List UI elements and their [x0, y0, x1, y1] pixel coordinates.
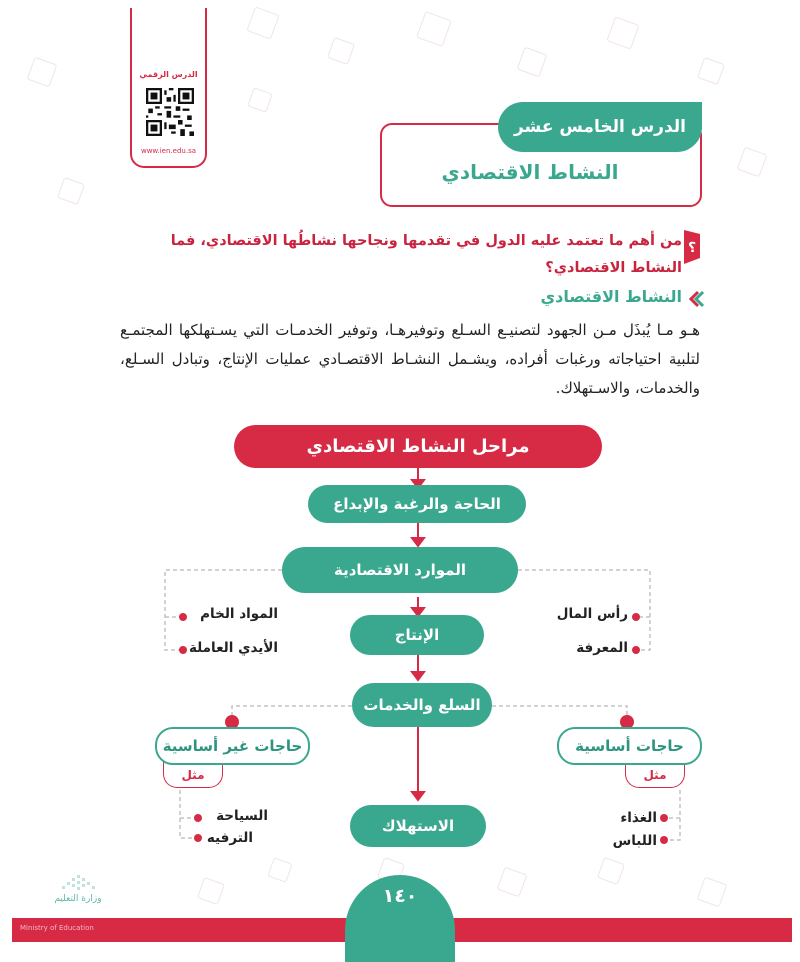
- example-entertainment: الترفيه: [206, 830, 253, 846]
- digital-lesson-url[interactable]: www.ien.edu.sa: [140, 147, 197, 155]
- stage-consumption: الاستهلاك: [350, 805, 486, 847]
- lesson-number-tag: الدرس الخامس عشر: [498, 102, 702, 152]
- basic-example-tab: مثل: [625, 752, 685, 788]
- example-food: الغذاء: [620, 810, 657, 826]
- resource-capital: رأس المال: [556, 606, 628, 622]
- ministry-name: وزارة التعليم: [54, 894, 102, 904]
- non-basic-needs: حاجات غير أساسية: [155, 727, 310, 765]
- example-clothing: اللباس: [612, 833, 657, 849]
- resource-labor: الأيدي العاملة: [188, 640, 278, 656]
- lesson-question: من أهم ما تعتمد عليه الدول في تقدمها ونجاحها نشاطُها الاقتصادي، فما النشاط الاقتصادي؟: [170, 233, 682, 276]
- page-number: ١٤٠: [382, 885, 418, 907]
- page-title: النشاط الاقتصادي: [441, 160, 619, 184]
- resource-knowledge: المعرفة: [576, 640, 628, 656]
- digital-lesson-label: الدرس الرقمي: [139, 70, 198, 79]
- section-body-text: هـو مـا يُبذَل مـن الجهود لتصنيـع السـلع وتوفيرهـا، وتوفير الخدمـات التي يسـتهلكها المجتمـع لتلبية احتياجاته ورغبات أفراده، ويشـمل النشـاط الاقتصـادي عمليات الإنتاج، وتبادل السـلع، والخدمات، والاسـتهلاك.: [120, 321, 700, 397]
- stage-production: الإنتاج: [350, 615, 484, 655]
- svg-text:؟: ؟: [687, 240, 697, 256]
- example-tourism: السياحة: [216, 808, 268, 824]
- stage-economic-resources: الموارد الاقتصادية: [282, 547, 518, 593]
- non-basic-example-tab: مثل: [163, 752, 223, 788]
- ministry-logo-icon: [58, 872, 98, 894]
- section-heading: النشاط الاقتصادي: [540, 287, 682, 306]
- basic-needs: حاجات أساسية: [557, 727, 702, 765]
- ministry-name-english: Ministry of Education: [20, 924, 94, 932]
- stage-need-desire: الحاجة والرغبة والإبداع: [308, 485, 526, 523]
- stage-goods-services: السلع والخدمات: [352, 683, 492, 727]
- resource-raw-materials: المواد الخام: [200, 606, 278, 622]
- flowchart-title: مراحل النشاط الاقتصادي: [234, 425, 602, 468]
